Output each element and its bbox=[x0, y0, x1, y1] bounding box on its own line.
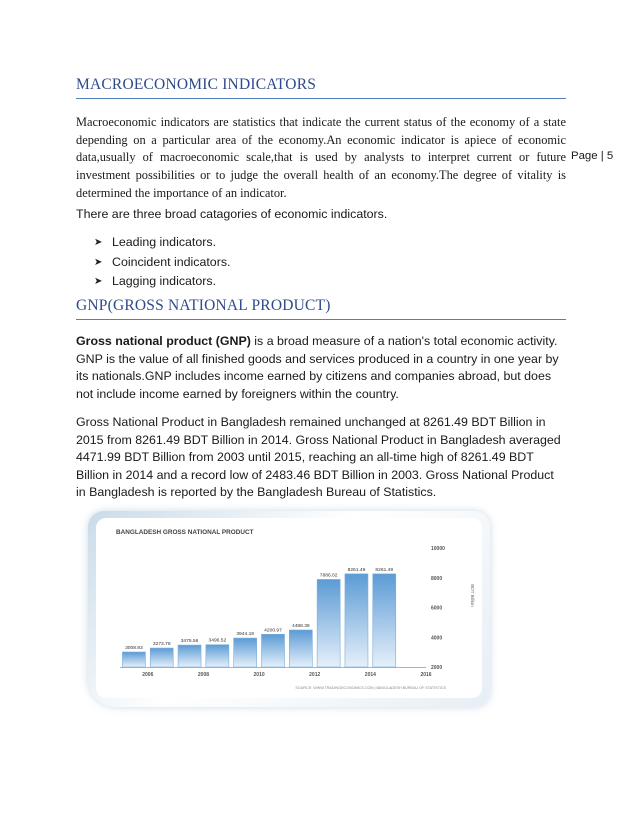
arrow-bullet-icon: ➤ bbox=[94, 237, 103, 248]
bar-value-label: 4200.97 bbox=[264, 628, 282, 634]
list-item: ➤ Leading indicators. bbox=[94, 233, 230, 253]
chart-frame bbox=[88, 511, 490, 707]
x-tick-label: 2008 bbox=[197, 672, 210, 678]
x-tick-label: 2006 bbox=[142, 672, 154, 678]
gnp-definition: Gross national product (GNP) is a broad measure of a nation's total economic activity. GNP is the value of all finished goods and services produced in a country in one year by its nationals.GNP includes income earned by citizens and companies abroad, but does not include income earned by foreigners within the country. bbox=[76, 334, 559, 401]
bar-value-label: 3008.93 bbox=[125, 645, 143, 651]
bar bbox=[317, 579, 340, 667]
chart-source-note: SOURCE: WWW.TRADINGECONOMICS.COM | BANGLADESH BUREAU OF STATISTICS bbox=[295, 686, 446, 690]
bar bbox=[150, 648, 173, 667]
gnp-bar-chart bbox=[96, 518, 482, 698]
arrow-bullet-icon: ➤ bbox=[94, 256, 103, 268]
chart-title: BANGLADESH GROSS NATIONAL PRODUCT bbox=[116, 529, 254, 536]
bar-value-label: 3475.56 bbox=[180, 639, 199, 645]
y-tick-label: 6000 bbox=[431, 605, 443, 612]
bar bbox=[206, 645, 229, 667]
bar-value-label: 3496.52 bbox=[208, 638, 227, 644]
bar bbox=[345, 574, 368, 667]
x-tick-label: 2014 bbox=[364, 672, 376, 678]
section-heading-gnp: GNP(GROSS NATIONAL PRODUCT) bbox=[76, 297, 566, 320]
bar bbox=[234, 638, 257, 667]
bar bbox=[178, 645, 201, 667]
y-tick-label: 4000 bbox=[431, 635, 443, 642]
macroeconomic-definition: Macroeconomic indicators are statistics that indicate the current status of the economy of a state depending on a particular area of the economy.An economic indicator is apiece of economic data,usually of macroeconomic scale,that is used by analysts to interpret current or future investment possibilities or to judge the overall health of an economy.The degree of vitality is determined the importance of an indicator. bbox=[76, 115, 566, 200]
bar-value-label: 4488.39 bbox=[291, 623, 310, 629]
bar-value-label: 8261.49 bbox=[347, 567, 366, 573]
bar-value-label: 3944.19 bbox=[236, 632, 255, 638]
list-item: ➤ Lagging indicators. bbox=[94, 272, 230, 292]
bar bbox=[289, 630, 312, 667]
y-axis-label: BDT Billion bbox=[470, 584, 475, 607]
x-tick-label: 2016 bbox=[420, 672, 432, 678]
bar bbox=[122, 652, 145, 667]
arrow-bullet-icon: ➤ bbox=[94, 276, 103, 288]
bar-value-label: 8261.49 bbox=[375, 567, 394, 573]
x-tick-label: 2010 bbox=[253, 672, 265, 678]
gnp-term: Gross national product (GNP) bbox=[76, 334, 251, 348]
bar bbox=[262, 634, 285, 667]
y-tick-label: 2000 bbox=[431, 665, 443, 671]
y-tick-label: 10000 bbox=[431, 546, 445, 552]
section-heading-macroeconomic: MACROECONOMIC INDICATORS bbox=[76, 76, 566, 99]
chart-panel bbox=[96, 518, 482, 698]
list-item: ➤ Coincident indicators. bbox=[94, 253, 230, 273]
x-tick-label: 2012 bbox=[309, 672, 321, 678]
bar-value-label: 7886.02 bbox=[319, 573, 338, 579]
y-tick-label: 8000 bbox=[431, 575, 443, 582]
page-number: Page | 5 bbox=[571, 150, 614, 162]
bar-value-label: 3273.78 bbox=[152, 642, 171, 648]
bar bbox=[373, 574, 396, 667]
bangladesh-gnp-paragraph: Gross National Product in Bangladesh remained unchanged at 8261.49 BDT Billion in 2015 from 8261.49 BDT Billion in 2014. Gross National Product in Bangladesh averaged 4471.99 BDT Billion from 2003 until 2015, reaching an all-time high of 8261.49 BDT Billion in 2014 and a record low of 2483.46 BDT Billion in 2003. Gross National Product in Bangladesh is reported by the Bangladesh Bureau of Statistics. bbox=[76, 415, 561, 500]
indicator-categories-intro: There are three broad catagories of economic indicators. bbox=[76, 207, 388, 221]
indicator-list bbox=[94, 233, 230, 292]
